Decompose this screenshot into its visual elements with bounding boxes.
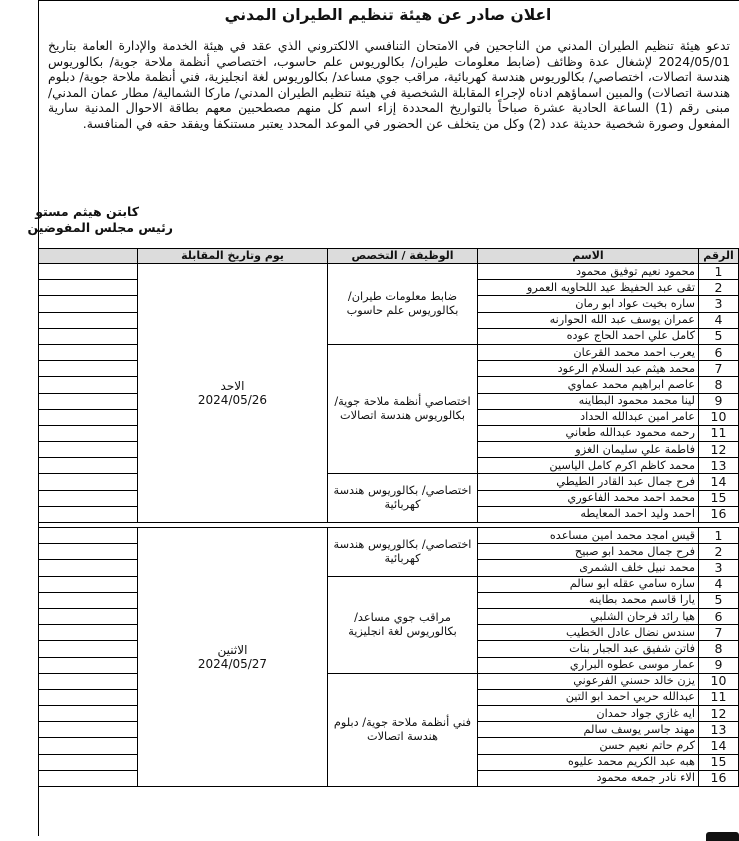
candidate-name: عمران يوسف عبد الله الحوارنه [478, 312, 699, 328]
row-number: 1 [699, 264, 739, 280]
header-blank [39, 249, 138, 264]
interview-date: 2024/05/26 [197, 393, 268, 407]
blank-cell [39, 544, 138, 560]
candidate-name: فرح جمال محمد ابو صبيح [478, 544, 699, 560]
row-number: 6 [699, 344, 739, 360]
blank-cell [39, 425, 138, 441]
blank-cell [39, 458, 138, 474]
blank-cell [39, 442, 138, 458]
candidate-name: كامل علي احمد الحاج عوده [478, 328, 699, 344]
row-number: 11 [699, 689, 739, 705]
candidate-name: عاصم ابراهيم محمد عماوي [478, 377, 699, 393]
signature-name: كابتن هيثم مستو [35, 204, 139, 219]
candidate-name: يارا قاسم محمد بطاينه [478, 592, 699, 608]
interview-date-cell [138, 528, 328, 787]
candidate-name: الاء نادر جمعه محمود [478, 770, 699, 786]
candidate-name: فاطمة علي سليمان الغزو [478, 442, 699, 458]
announcement-title: اعلان صادر عن هيئة تنظيم الطيران المدني [224, 6, 552, 24]
row-number: 6 [699, 608, 739, 624]
row-number: 16 [699, 506, 739, 522]
row-number: 5 [699, 328, 739, 344]
candidate-name: رحمه محمود عبدالله طعاني [478, 425, 699, 441]
candidate-name: يزن خالد حسني الفرعوني [478, 673, 699, 689]
blank-cell [39, 770, 138, 786]
job-specialization: ضابط معلومات طيران/ بكالوريوس علم حاسوب [328, 264, 478, 345]
blank-cell [39, 296, 138, 312]
candidate-name: عبدالله حربي احمد ابو التين [478, 689, 699, 705]
row-number: 7 [699, 361, 739, 377]
blank-cell [39, 560, 138, 576]
row-number: 3 [699, 296, 739, 312]
blank-cell [39, 754, 138, 770]
blank-cell [39, 490, 138, 506]
interview-date: 2024/05/27 [197, 657, 268, 671]
blank-cell [39, 657, 138, 673]
signature-title: رئيس مجلس المفوضين [27, 220, 173, 235]
blank-cell [39, 361, 138, 377]
candidate-name: تقى عبد الحفيظ عيد اللحاويه العمرو [478, 280, 699, 296]
candidate-name: عمار موسى عطوه البراري [478, 657, 699, 673]
announcement-body: تدعو هيئة تنظيم الطيران المدني من الناجحين في الامتحان التنافسي الالكتروني الذي عقد في هيئة الخدمة والإدارة العامة بتاريخ 2024/05/01 لإشغال عدة وظائف (ضابط معلومات طيران/ بكالوريوس علم حاسوب، اختصاصي أنظمة ملاحة جوية/ بكالوريوس هندسة اتصالات، اختصاصي/ بكالوريوس هندسة كهربائية، مراقب جوي مساعد/ بكالوريوس لغة انجليزية، فني أنظمة ملاحة جوية/ دبلوم هندسة اتصالات) والمبين اسماؤهم ادناه لإجراء المقابلة الشخصية في هيئة تنظيم الطيران المدني/ ماركا الشمالية/ مطار عمان المدني/ مبنى رقم (1) الساعة الحادية عشرة صباحاً بالتواريخ المحددة إزاء اسم كل منهم مصطحبين معهم بطاقة الاحوال المدنية سارية المفعول وصورة شخصية حديثة عدد (2) وكل من يتخلف عن الحضور في الموعد المحدد يعتبر مستنكفا ويفقد حقه في المنافسة. [48, 38, 730, 131]
row-number: 8 [699, 641, 739, 657]
table-body [39, 264, 739, 787]
blank-cell [39, 328, 138, 344]
candidate-name: قيس امجد محمد امين مساعده [478, 528, 699, 544]
candidate-name: محمد احمد محمد الفاعوري [478, 490, 699, 506]
table-header-row [39, 249, 739, 264]
job-specialization: اختصاصي/ بكالوريوس هندسة كهربائية [328, 528, 478, 577]
row-number: 9 [699, 393, 739, 409]
candidate-name: عامر امين عبدالله الحداد [478, 409, 699, 425]
candidate-name: محمود نعيم توفيق محمود [478, 264, 699, 280]
blank-cell [39, 528, 138, 544]
interview-schedule-table [38, 248, 739, 787]
header-date: يوم وتاريخ المقابلة [138, 249, 328, 264]
table-row [39, 264, 739, 280]
candidate-name: فاتن شفيق عبد الجبار بنات [478, 641, 699, 657]
row-number: 8 [699, 377, 739, 393]
row-number: 2 [699, 544, 739, 560]
blank-cell [39, 592, 138, 608]
interview-day: الاحد [220, 379, 245, 393]
blank-cell [39, 280, 138, 296]
interview-date-cell [138, 264, 328, 523]
row-number: 14 [699, 738, 739, 754]
blank-cell [39, 264, 138, 280]
row-number: 12 [699, 442, 739, 458]
row-number: 14 [699, 474, 739, 490]
blank-cell [39, 673, 138, 689]
header-name: الاسم [478, 249, 699, 264]
header-job: الوظيفة / التخصص [328, 249, 478, 264]
row-number: 5 [699, 592, 739, 608]
row-number: 11 [699, 425, 739, 441]
row-number: 16 [699, 770, 739, 786]
candidate-name: محمد كاظم اكرم كامل الياسين [478, 458, 699, 474]
row-number: 10 [699, 673, 739, 689]
blank-cell [39, 377, 138, 393]
candidate-name: يعرب احمد محمد القرعان [478, 344, 699, 360]
blank-cell [39, 344, 138, 360]
blank-cell [39, 641, 138, 657]
blank-cell [39, 409, 138, 425]
blank-cell [39, 576, 138, 592]
candidate-name: سندس نضال عادل الخطيب [478, 625, 699, 641]
row-number: 2 [699, 280, 739, 296]
row-number: 15 [699, 490, 739, 506]
job-specialization: فني أنظمة ملاحة جوية/ دبلوم هندسة اتصالات [328, 673, 478, 786]
candidate-name: ساره سامي عقله ابو سالم [478, 576, 699, 592]
candidate-name: ايه غازي جواد حمدان [478, 706, 699, 722]
blank-cell [39, 474, 138, 490]
blank-cell [39, 738, 138, 754]
candidate-name: احمد وليد احمد المعايطه [478, 506, 699, 522]
candidate-name: هيا رائد فرحان الشلبي [478, 608, 699, 624]
blank-cell [39, 689, 138, 705]
candidate-name: مهند جاسر يوسف سالم [478, 722, 699, 738]
row-number: 1 [699, 528, 739, 544]
job-specialization: اختصاصي/ بكالوريوس هندسة كهربائية [328, 474, 478, 523]
row-number: 4 [699, 576, 739, 592]
candidate-name: لينا محمد محمود البطاينه [478, 393, 699, 409]
candidate-name: ساره بخيت عواد ابو رمان [478, 296, 699, 312]
row-number: 10 [699, 409, 739, 425]
row-number: 13 [699, 458, 739, 474]
row-number: 12 [699, 706, 739, 722]
row-number: 7 [699, 625, 739, 641]
row-number: 15 [699, 754, 739, 770]
interview-day: الاثنين [217, 643, 248, 657]
row-number: 4 [699, 312, 739, 328]
row-number: 9 [699, 657, 739, 673]
blank-cell [39, 706, 138, 722]
candidate-name: فرح جمال عبد القادر الطيطي [478, 474, 699, 490]
candidate-name: كرم حاتم نعيم حسن [478, 738, 699, 754]
blank-cell [39, 393, 138, 409]
blank-cell [39, 625, 138, 641]
row-number: 13 [699, 722, 739, 738]
job-specialization: مراقب جوي مساعد/ بكالوريوس لغة انجليزية [328, 576, 478, 673]
blank-cell [39, 608, 138, 624]
table-row [39, 528, 739, 544]
job-specialization: اختصاصي أنظمة ملاحة جوية/ بكالوريوس هندسة اتصالات [328, 344, 478, 474]
candidate-name: هبه عبد الكريم محمد عليوه [478, 754, 699, 770]
page-corner-mark [706, 832, 739, 841]
blank-cell [39, 722, 138, 738]
blank-cell [39, 312, 138, 328]
candidate-name: محمد نبيل خلف الشمرى [478, 560, 699, 576]
blank-cell [39, 506, 138, 522]
row-number: 3 [699, 560, 739, 576]
candidate-name: محمد هيثم عبد السلام الرعود [478, 361, 699, 377]
header-num: الرقم [699, 249, 739, 264]
